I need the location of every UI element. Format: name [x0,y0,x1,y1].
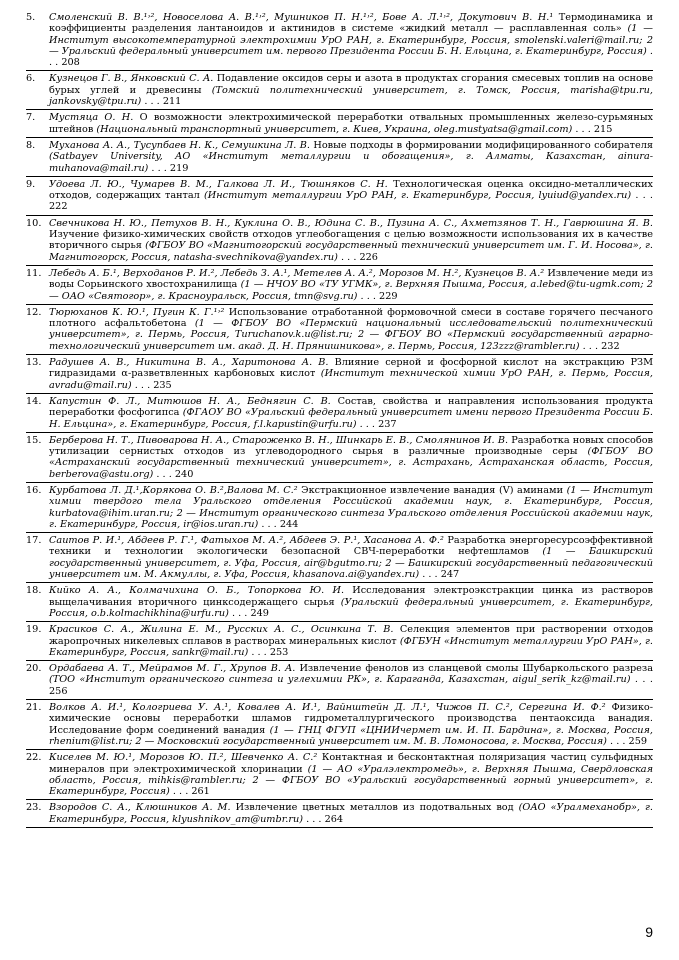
entry-number: 21. [26,702,42,714]
entry-body: Муханова А. А., Тусупбаев Н. К., Семушкина Л. В. Новые подходы в формировании модифицированного собирателя (Satbayev University, АО «Институт металлургии и обогащения», г. Алматы, Казахстан, ainura-muhanova@mail.ru) . . . 219 [49,139,654,174]
entry-page: 232 [601,340,620,352]
entry-authors: Лебедь А. Б.¹, Верходанов Р. И.², Лебедь З. А.¹, Метелев А. А.², Морозов М. Н.², Кузнецов В. А.² [49,267,545,279]
entry-number: 12. [26,306,42,318]
entry-authors: Муханова А. А., Тусупбаев Н. К., Семушкина Л. В. [49,139,310,151]
entry-authors: Волков А. И.¹, Кологриева У. А.¹, Ковалев А. И.¹, Вайнштейн Д. Л.¹, Чижов П. С.², Серегина И. Ф.² [49,702,606,714]
entry-affiliation: (ФГБУН «Институт металлургии УрО РАН», г. Екатеринбург, Россия, sankr@mail.ru) [49,635,653,658]
entry-page: 235 [153,379,172,391]
entry-title: Влияние серной и фосфорной кислот на экстракцию РЗМ гидразидами α-разветвленных карбоновых кислот [49,357,653,380]
entry-affiliation: (Институт металлургии УрО РАН, г. Екатеринбург, Россия, lyuiud@yandex.ru) [204,190,632,202]
entry-affiliation: (1 — АО «Уралэлектромедь», г. Верхняя Пышма, Свердловская область, Россия, mihkis@rambler.ru; 2 — ФГБОУ ВО «Уральский государственный горный университет», г. Екатеринбург, Россия) [49,763,653,798]
entry-number: 6. [26,73,36,85]
entry-title: Термодинамика и коэффициенты разделения лантаноидов и актинидов в системе «жидкий металл — расплавленная соль» [49,12,653,35]
entry-affiliation: (Томский политехнический университет, г. Томск, Россия, marisha@tpu.ru, jankovsky@tpu.ru) [49,84,653,108]
entry-body: Саитов Р. И.¹, Абдеев Р. Г.¹, Фатыхов М. А.², Абдеев Э. Р.¹, Хасанова А. Ф.² Разработка энергоресурсоэффективной техники и технологии экологически безопасной СВЧ-переработки нефтешламов (1 — Башкирский государственный университет, г. Уфа, Россия, air@bgutmo.ru; 2 — Башкирский государственный педагогический университет им. М. Акмуллы, г. Уфа, Россия, khasanova.ai@yandex.ru) . . . 247 [49,535,653,581]
entry-page: 249 [250,607,269,619]
entry-page: 215 [593,123,613,135]
entry-title: Состав, свойства и направления использования продукта переработки фосфогипса [49,395,653,419]
entry-title: О возможности электрохимической переработки отвальных промышленных железо-сурьмяных штейнов [49,112,653,135]
entry-body: Красиков С. А., Жилина Е. М., Русских А. С., Осинкина Т. В. Селекция элементов при растворении отходов жаропрочных никелевых сплавов в растворах минеральных кислот (ФГБУН «Институт металлургии УрО РАН», г. Екатеринбург, Россия, sankr@mail.ru) . . . 253 [49,624,654,658]
toc-entry [26,483,653,533]
toc-entry [26,10,653,71]
toc-entry [26,305,653,355]
entry-body: Курбатова Л. Д.¹,Корякова О. В.²,Валова М. С.² Экстракционное извлечение ванадия (V) аминами (1 — Институт химии твердого тела Уральского отделения Российской академии наук, г. Екатеринбург, Россия, kurbatova@ihim.uran.ru; 2 — Институт органического синтеза Уральского отделения Российской академии наук, г. Екатеринбург, Россия, ir@ios.uran.ru) . . . 244 [49,484,653,530]
entry-body: Ордабаева А. Т., Мейрамов М. Г., Хрупов В. А. Извлечение фенолов из сланцевой смолы Шубаркольского разреза (ТОО «Институт органического синтеза и углехимии РК», г. Караганда, Казахстан, aigul_serik_kz@mail.ru) . . . 256 [49,663,653,697]
entry-title: Извлечение цветных металлов из подотвальных вод [235,802,514,814]
toc-entry [26,622,653,661]
entry-affiliation: (ТОО «Институт органического синтеза и углехимии РК», г. Караганда, Казахстан, aigul_serik_kz@mail.ru) [49,674,631,686]
entry-authors: Свечникова Н. Ю., Петухов В. Н., Куклина О. В., Юдина С. В., Пузина А. С., Ахметзянов Т. Н., Гаврюшина Я. В. [49,217,653,229]
entry-body: Взородов С. А., Клюшников А. М. Извлечение цветных металлов из подотвальных вод (ОАО «Уралмеханобр», г. Екатеринбург, Россия, klyushnikov_am@umbr.ru) . . . 264 [49,802,653,825]
toc-entry [26,138,653,177]
entry-title: Разработка энергоресурсоэффективной техники и технологии экологически безопасной СВЧ-переработки нефтешламов [49,535,653,558]
entry-affiliation: (1 — Институт высокотемпературной электрохимии УрО РАН, г. Екатеринбург, Россия, smolenski.valeri@mail.ru; 2 — Уральский федеральный университет им. первого Президента России Б. Н. Ельцина, г. Екатеринбург, Россия) [49,23,653,57]
entry-affiliation: (1 — ФГБОУ ВО «Пермский национальный исследовательский политехнический университет», г. Пермь, Россия, Turuchanov.k.u@list.ru; 2 — ФГБОУ ВО «Пермский государственный аграрно-технологический университет им. акад. Д. Н. Прянишникова», г. Пермь, Россия, 123zzz@rambler.ru) [49,318,653,352]
toc-entry [26,216,653,266]
entry-body: Кийко А. А., Колмачихина О. Б., Топоркова Ю. И. Исследования электроэкстракции цинка из растворов выщелачивания вторичного цинксодержащего сырья (Уральский федеральный университет, г. Екатеринбург, Россия, o.b.kolmachikhina@urfu.ru) . . . 249 [49,585,653,619]
entry-affiliation: (ФГАОУ ВО «Уральский федеральный университет имени первого Президента России Б. Н. Ельцина», г. Екатеринбург, Россия, f.l.kapustin@urfu.ru) [49,407,653,430]
entry-number: 22. [26,752,42,764]
entry-affiliation: (1 — ГНЦ ФГУП «ЦНИИчермет им. И. П. Бардина», г. Москва, Россия, rhenium@list.ru; 2 — Московский государственный университет им. М. В. Ломоносова, г. Москва, Россия) [49,724,653,747]
entry-authors: Радушев А. В., Никитина В. А., Харитонова А. В. [49,357,329,369]
entry-affiliation: (ФГБОУ ВО «Магнитогорский государственный технический университет им. Г. И. Носова», г. Магнитогорск, Россия, natasha-svechnikova@yandex.ru) [49,240,653,263]
toc-entry [26,177,653,216]
page-number: 9 [645,924,653,940]
toc-entry [26,583,653,622]
entry-page: 208 [61,57,80,69]
entry-page: 256 [49,685,68,697]
entry-affiliation: (Satbayev University, АО «Институт металлургии и обогащения», г. Алматы, Казахстан, ainura-muhanova@mail.ru) [49,151,653,174]
entry-title: Селекция элементов при растворении отходов жаропрочных никелевых сплавов в растворах минеральных кислот [49,624,654,647]
entry-affiliation: (1 — НЧОУ ВО «ТУ УГМК», г. Верхняя Пышма, Россия, a.lebed@tu-ugmk.com; 2 — ОАО «Святогор», г. Красноуральск, Россия, tmn@svg.ru) [49,279,653,302]
entry-authors: Смоленский В. В.¹˒², Новоселова А. В.¹˒², Мушников П. Н.¹˒², Бове А. Л.¹˒², Докутович В. Н.¹ [49,12,554,23]
toc-entry [26,661,653,700]
entry-affiliation: (ФГБОУ ВО «Астраханский государственный технический университет», г. Астрахань, Астраханская область, Россия, berberova@astu.org) [49,446,653,480]
entry-number: 17. [26,535,42,547]
entry-affiliation: (1 — Башкирский государственный университет, г. Уфа, Россия, air@bgutmo.ru; 2 — Башкирский государственный педагогический университет им. М. Акмуллы, г. Уфа, Россия, khasanova.ai@yandex.ru) [49,546,653,581]
entry-page: 219 [169,162,189,174]
entry-page: 261 [191,786,210,798]
entry-body: Волков А. И.¹, Кологриева У. А.¹, Ковалев А. И.¹, Вайнштейн Д. Л.¹, Чижов П. С.², Серегина И. Ф.² Физико-химические основы переработки шламов гидрометаллургического производства пентаоксида ванадия. Исследование форм соединений ванадия (1 — ГНЦ ФГУП «ЦНИИчермет им. И. П. Бардина», г. Москва, Россия, rhenium@list.ru; 2 — Московский государственный университет им. М. В. Ломоносова, г. Москва, Россия) . . . 259 [49,702,653,747]
entry-title: Контактная и бесконтактная поляризация частиц сульфидных минералов при электрохимической хлоринации [49,752,653,775]
entry-authors: Кузнецов Г. В., Янковский С. А. [49,73,214,85]
entry-page: 237 [378,418,397,430]
entry-title: Новые подходы в формировании модифицированного собирателя [313,139,654,151]
toc-entry [26,110,653,138]
entry-page: 259 [628,735,648,747]
entry-page: 264 [324,813,344,825]
table-of-contents [26,10,653,828]
entry-number: 18. [26,585,42,597]
toc-entry [26,71,653,110]
entry-title: Подавление оксидов серы и азота в продуктах сгорания смесевых топлив на основе бурых углей и древесины [49,73,653,96]
entry-title: Использование отработанной формовочной смеси в составе горячего песчаного плотного асфальтобетона [49,306,653,330]
entry-number: 15. [26,434,42,446]
toc-entry [26,266,653,305]
entry-page: 240 [174,468,194,480]
toc-entry [26,355,653,394]
entry-body: Капустин Ф. Л., Митюшов Н. А., Беднягин С. В. Состав, свойства и направления использования продукта переработки фосфогипса (ФГАОУ ВО «Уральский федеральный университет имени первого Президента России Б. Н. Ельцина», г. Екатеринбург, Россия, f.l.kapustin@urfu.ru) . . . 237 [49,395,653,430]
entry-body: Удоева Л. Ю., Чумарев В. М., Галкова Л. И., Тюшняков С. Н. Технологическая оценка оксидно-металлических отходов, содержащих тантал (Институт металлургии УрО РАН, г. Екатеринбург, Россия, lyuiud@yandex.ru) . . . 222 [49,178,653,213]
entry-number: 14. [26,395,42,407]
entry-title: Извлечение фенолов из сланцевой смолы Шубаркольского разреза [299,663,653,675]
entry-page: 244 [279,518,299,530]
entry-number: 8. [26,139,36,151]
entry-number: 19. [26,624,42,636]
entry-title: Извлечение меди из воды Сорьинского хвостохранилища [49,267,653,291]
entry-title: Изучение физико-химических свойств отходов углеобогащения с целью возможности использования их в качестве вторичного сырья [49,229,653,252]
entry-affiliation: (Национальный транспортный университет, г. Киев, Украина, oleg.mustyatsa@gmail.com) [96,123,573,135]
entry-body: Тюрюханов К. Ю.¹, Пугин К. Г.¹˒² Использование отработанной формовочной смеси в составе горячего песчаного плотного асфальтобетона (1 — ФГБОУ ВО «Пермский национальный исследовательский политехнический университет», г. Пермь, Россия, Turuchanov.k.u@list.ru; 2 — ФГБОУ ВО «Пермский государственный аграрно-технологический университет им. акад. Д. Н. Прянишникова», г. Пермь, Россия, 123zzz@rambler.ru) . . . 232 [49,306,653,352]
entry-body: Смоленский В. В.¹˒², Новоселова А. В.¹˒², Мушников П. Н.¹˒², Бове А. Л.¹˒², Докутович В. Н.¹ Термодинамика и коэффициенты разделения лантаноидов и актинидов в системе «жидкий металл — расплавленная соль» (1 — Институт высокотемпературной электрохимии УрО РАН, г. Екатеринбург, Россия, smolenski.valeri@mail.ru; 2 — Уральский федеральный университет им. первого Президента России Б. Н. Ельцина, г. Екатеринбург, Россия) . . . 208 [49,12,653,69]
entry-page: 229 [379,290,398,302]
entry-page: 253 [269,646,289,658]
entry-authors: Взородов С. А., Клюшников А. М. [49,802,231,814]
entry-affiliation: (ОАО «Уралмеханобр», г. Екатеринбург, Россия, klyushnikov_am@umbr.ru) [49,802,653,825]
entry-title: Технологическая оценка оксидно-металлических отходов, содержащих тантал [49,178,653,202]
entry-page: 226 [359,251,378,263]
entry-authors: Курбатова Л. Д.¹,Корякова О. В.²,Валова М. С.² [49,484,298,496]
entry-body: Мустяца О. Н. О возможности электрохимической переработки отвальных промышленных железо-сурьмяных штейнов (Национальный транспортный университет, г. Киев, Украина, oleg.mustyatsa@gmail.com) . . . 215 [49,112,653,135]
entry-title: Исследования электроэкстракции цинка из растворов выщелачивания вторичного цинксодержащего сырья [49,585,653,608]
entry-page: 247 [440,569,460,581]
entry-number: 23. [26,802,42,814]
toc-entry [26,800,653,828]
entry-authors: Берберова Н. Т., Пивоварова Н. А., Староженко В. Н., Шинкарь Е. В., Смолянинов И. В. [49,434,509,446]
entry-title: Физико-химические основы переработки шламов гидрометаллургического производства пентаоксида ванадия. Исследование форм соединений ванадия [49,702,653,736]
entry-authors: Красиков С. А., Жилина Е. М., Русских А. С., Осинкина Т. В. [49,624,394,636]
entry-authors: Капустин Ф. Л., Митюшов Н. А., Беднягин С. В. [49,395,331,407]
entry-number: 10. [26,217,42,229]
entry-affiliation: (1 — Институт химии твердого тела Уральского отделения Российской академии наук, г. Екатеринбург, Россия, kurbatova@ihim.uran.ru; 2 — Институт органического синтеза Уральского отделения Российской академии наук, г. Екатеринбург, Россия, ir@ios.uran.ru) [49,484,653,530]
entry-number: 7. [26,112,36,124]
toc-entry [26,394,653,433]
entry-number: 13. [26,357,42,369]
entry-number: 16. [26,484,42,496]
entry-body: Лебедь А. Б.¹, Верходанов Р. И.², Лебедь З. А.¹, Метелев А. А.², Морозов М. Н.², Кузнецов В. А.² Извлечение меди из воды Сорьинского хвостохранилища (1 — НЧОУ ВО «ТУ УГМК», г. Верхняя Пышма, Россия, a.lebed@tu-ugmk.com; 2 — ОАО «Святогор», г. Красноуральск, Россия, tmn@svg.ru) . . . 229 [49,267,653,302]
entry-body: Берберова Н. Т., Пивоварова Н. А., Староженко В. Н., Шинкарь Е. В., Смолянинов И. В. Разработка новых способов утилизации сернистых отходов из углеводородного сырья в различные производные серы (ФГБОУ ВО «Астраханский государственный технический университет», г. Астрахань, Астраханская область, Россия, berberova@astu.org) . . . 240 [49,434,653,480]
entry-title: Экстракционное извлечение ванадия (V) аминами [301,484,564,496]
entry-affiliation: (Уральский федеральный университет, г. Екатеринбург, Россия, o.b.kolmachikhina@urfu.ru) [49,596,653,619]
entry-authors: Саитов Р. И.¹, Абдеев Р. Г.¹, Фатыхов М. А.², Абдеев Э. Р.¹, Хасанова А. Ф.² [49,535,444,547]
entry-authors: Ордабаева А. Т., Мейрамов М. Г., Хрупов В. А. [49,663,296,675]
entry-authors: Удоева Л. Ю., Чумарев В. М., Галкова Л. И., Тюшняков С. Н. [49,178,388,190]
toc-entry [26,533,653,583]
toc-entry [26,700,653,750]
entry-page: 211 [162,96,182,108]
entry-authors: Кийко А. А., Колмачихина О. Б., Топоркова Ю. И. [49,585,345,597]
entry-affiliation: (Институт технической химии УрО РАН, г. Пермь, Россия, avradu@mail.ru) [49,368,653,391]
entry-number: 9. [26,178,36,190]
entry-authors: Киселев М. Ю.¹, Морозов Ю. П.², Шевченко А. С.² [49,752,318,764]
entry-page: 222 [49,201,68,213]
entry-body: Свечникова Н. Ю., Петухов В. Н., Куклина О. В., Юдина С. В., Пузина А. С., Ахметзянов Т. Н., Гаврюшина Я. В. Изучение физико-химических свойств отходов углеобогащения с целью возможности использования их в качестве вторичного сырья (ФГБОУ ВО «Магнитогорский государственный технический университет им. Г. И. Носова», г. Магнитогорск, Россия, natasha-svechnikova@yandex.ru) . . . 226 [49,217,653,263]
entry-number: 20. [26,663,42,675]
entry-authors: Мустяца О. Н. [49,112,134,124]
entry-title: Разработка новых способов утилизации сернистых отходов из углеводородного сырья в различные производные серы [49,434,653,458]
entry-number: 11. [26,267,42,279]
entry-body: Киселев М. Ю.¹, Морозов Ю. П.², Шевченко А. С.² Контактная и бесконтактная поляризация частиц сульфидных минералов при электрохимической хлоринации (1 — АО «Уралэлектромедь», г. Верхняя Пышма, Свердловская область, Россия, mihkis@rambler.ru; 2 — ФГБОУ ВО «Уральский государственный горный университет», г. Екатеринбург, Россия) . . . 261 [49,752,653,798]
entry-body: Радушев А. В., Никитина В. А., Харитонова А. В. Влияние серной и фосфорной кислот на экстракцию РЗМ гидразидами α-разветвленных карбоновых кислот (Институт технической химии УрО РАН, г. Пермь, Россия, avradu@mail.ru) . . . 235 [49,357,653,391]
entry-number: 5. [26,12,36,23]
toc-entry [26,433,653,483]
entry-authors: Тюрюханов К. Ю.¹, Пугин К. Г.¹˒² [49,306,225,318]
toc-entry [26,750,653,800]
entry-body: Кузнецов Г. В., Янковский С. А. Подавление оксидов серы и азота в продуктах сгорания смесевых топлив на основе бурых углей и древесины (Томский политехнический университет, г. Томск, Россия, marisha@tpu.ru, jankovsky@tpu.ru) . . . 211 [49,73,653,108]
